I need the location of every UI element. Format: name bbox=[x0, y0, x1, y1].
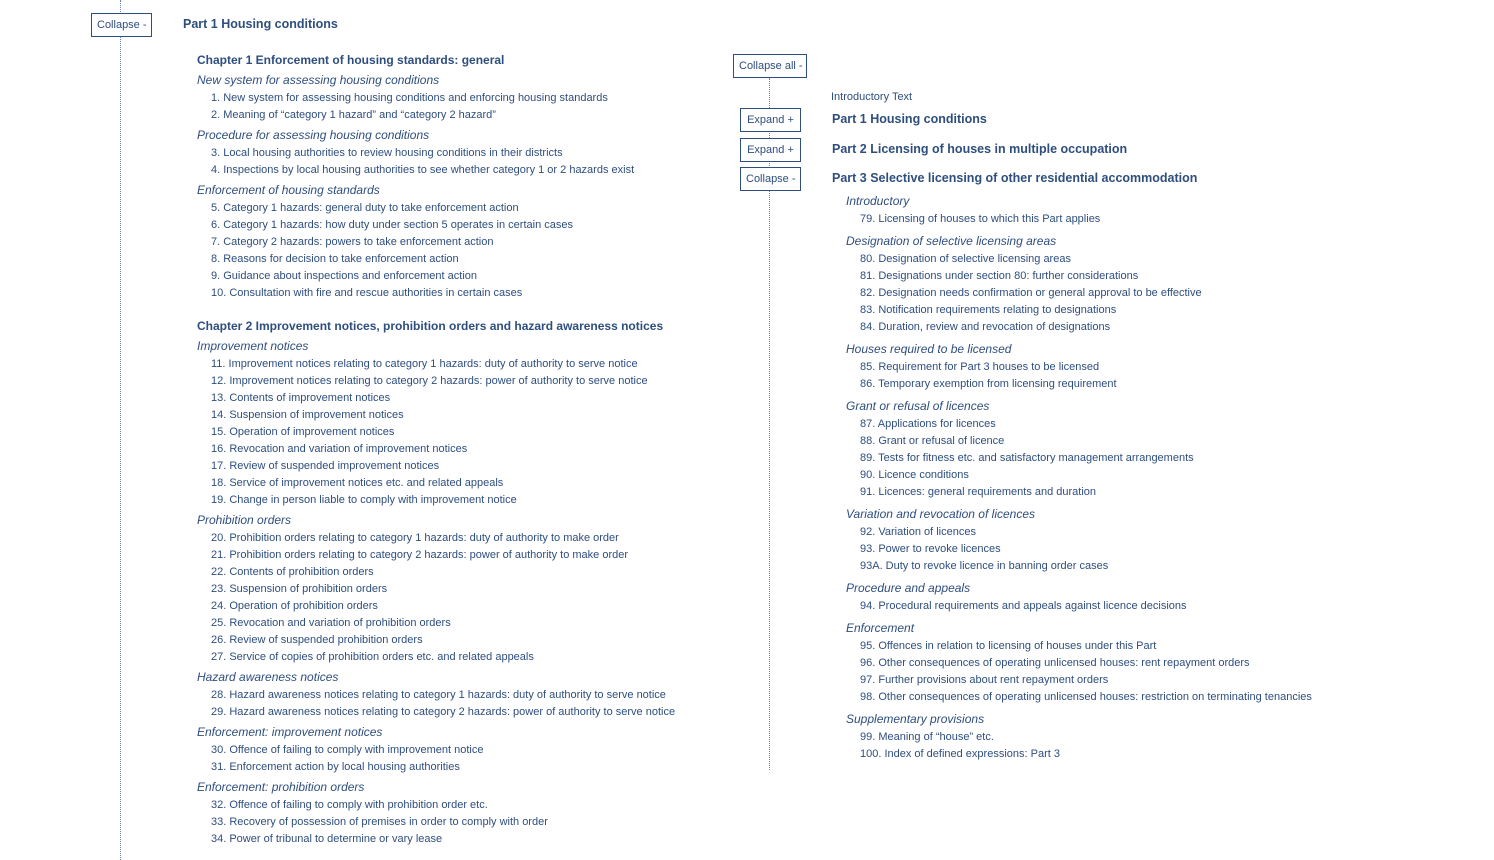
section-link[interactable]: 94. Procedural requirements and appeals against licence decisions bbox=[860, 600, 1187, 612]
section-link[interactable]: 5. Category 1 hazards: general duty to take enforcement action bbox=[211, 202, 519, 214]
section-link[interactable]: 34. Power of tribunal to determine or vary lease bbox=[211, 833, 443, 845]
section-link[interactable]: 6. Category 1 hazards: how duty under section 5 operates in certain cases bbox=[211, 219, 573, 231]
section-link[interactable]: 20. Prohibition orders relating to category 1 hazards: duty of authority to make order bbox=[211, 532, 619, 544]
section-link[interactable]: 28. Hazard awareness notices relating to category 1 hazards: duty of authority to serve notice bbox=[211, 689, 666, 701]
section-link[interactable]: 99. Meaning of “house” etc. bbox=[860, 731, 994, 743]
section-link[interactable]: 13. Contents of improvement notices bbox=[211, 392, 391, 404]
section-group-heading: Hazard awareness notices bbox=[197, 670, 339, 684]
left-toc bbox=[197, 52, 675, 848]
section-link[interactable]: 83. Notification requirements relating to designations bbox=[860, 304, 1117, 316]
left-part-title[interactable]: Part 1 Housing conditions bbox=[183, 17, 338, 31]
section-link[interactable]: 4. Inspections by local housing authorities to see whether category 1 or 2 hazards exist bbox=[211, 164, 635, 176]
section-link[interactable]: 15. Operation of improvement notices bbox=[211, 426, 395, 438]
section-link[interactable]: 27. Service of copies of prohibition orders etc. and related appeals bbox=[211, 651, 534, 663]
section-link[interactable]: 25. Revocation and variation of prohibition orders bbox=[211, 617, 451, 629]
section-link[interactable]: 21. Prohibition orders relating to category 2 hazards: power of authority to make order bbox=[211, 549, 629, 561]
section-group-heading: Variation and revocation of licences bbox=[846, 507, 1035, 521]
section-group-heading: Introductory bbox=[846, 194, 910, 208]
section-link[interactable]: 16. Revocation and variation of improvement notices bbox=[211, 443, 468, 455]
right-part1-title[interactable]: Part 1 Housing conditions bbox=[832, 112, 987, 126]
right-part3-title[interactable]: Part 3 Selective licensing of other residential accommodation bbox=[832, 171, 1198, 185]
section-link[interactable]: 92. Variation of licences bbox=[860, 526, 976, 538]
section-link[interactable]: 79. Licensing of houses to which this Part applies bbox=[860, 213, 1101, 225]
section-group-heading: Enforcement: prohibition orders bbox=[197, 780, 365, 794]
expand-part1-button[interactable]: Expand + bbox=[740, 108, 801, 132]
section-link[interactable]: 17. Review of suspended improvement notices bbox=[211, 460, 440, 472]
section-link[interactable]: 86. Temporary exemption from licensing requirement bbox=[860, 378, 1117, 390]
left-tree-line bbox=[120, 0, 121, 860]
section-link[interactable]: 14. Suspension of improvement notices bbox=[211, 409, 404, 421]
section-link[interactable]: 22. Contents of prohibition orders bbox=[211, 566, 374, 578]
section-link[interactable]: 33. Recovery of possession of premises in order to comply with order bbox=[211, 816, 548, 828]
section-link[interactable]: 88. Grant or refusal of licence bbox=[860, 435, 1005, 447]
section-link[interactable]: 91. Licences: general requirements and duration bbox=[860, 486, 1097, 498]
section-link[interactable]: 11. Improvement notices relating to category 1 hazards: duty of authority to serve notice bbox=[211, 358, 638, 370]
section-link[interactable]: 95. Offences in relation to licensing of houses under this Part bbox=[860, 640, 1157, 652]
section-link[interactable]: 84. Duration, review and revocation of designations bbox=[860, 321, 1111, 333]
section-link[interactable]: 19. Change in person liable to comply with improvement notice bbox=[211, 494, 517, 506]
section-group-heading: Enforcement bbox=[846, 621, 915, 635]
section-link[interactable]: 98. Other consequences of operating unlicensed houses: restriction on terminating tenancies bbox=[860, 691, 1312, 703]
section-link[interactable]: 89. Tests for fitness etc. and satisfactory management arrangements bbox=[860, 452, 1194, 464]
introductory-text-link[interactable]: Introductory Text bbox=[831, 91, 913, 103]
section-link[interactable]: 24. Operation of prohibition orders bbox=[211, 600, 378, 612]
section-link[interactable]: 90. Licence conditions bbox=[860, 469, 969, 481]
section-group-heading: Designation of selective licensing areas bbox=[846, 234, 1057, 248]
section-link[interactable]: 93. Power to revoke licences bbox=[860, 543, 1001, 555]
section-link[interactable]: 18. Service of improvement notices etc. and related appeals bbox=[211, 477, 504, 489]
section-link[interactable]: 31. Enforcement action by local housing authorities bbox=[211, 761, 460, 773]
collapse-all-button[interactable]: Collapse all - bbox=[733, 54, 807, 78]
section-group-heading: Supplementary provisions bbox=[846, 712, 985, 726]
part3-toc bbox=[846, 192, 1312, 763]
section-group-heading: Prohibition orders bbox=[197, 513, 292, 527]
section-link[interactable]: 1. New system for assessing housing conditions and enforcing housing standards bbox=[211, 92, 608, 104]
section-group-heading: Procedure and appeals bbox=[846, 581, 971, 595]
section-link[interactable]: 100. Index of defined expressions: Part 3 bbox=[860, 748, 1060, 760]
section-group-heading: Houses required to be licensed bbox=[846, 342, 1012, 356]
section-link[interactable]: 8. Reasons for decision to take enforcement action bbox=[211, 253, 459, 265]
chapter-title[interactable]: Chapter 1 Enforcement of housing standards: general bbox=[197, 53, 505, 67]
chapter-title[interactable]: Chapter 2 Improvement notices, prohibition orders and hazard awareness notices bbox=[197, 319, 664, 333]
section-link[interactable]: 97. Further provisions about rent repayment orders bbox=[860, 674, 1109, 686]
section-group-heading: Grant or refusal of licences bbox=[846, 399, 990, 413]
section-link[interactable]: 9. Guidance about inspections and enforcement action bbox=[211, 270, 478, 282]
collapse-part3-button[interactable]: Collapse - bbox=[740, 167, 801, 191]
section-link[interactable]: 26. Review of suspended prohibition orders bbox=[211, 634, 423, 646]
expand-part2-button[interactable]: Expand + bbox=[740, 138, 801, 162]
section-group-heading: Improvement notices bbox=[197, 339, 309, 353]
section-link[interactable]: 3. Local housing authorities to review housing conditions in their districts bbox=[211, 147, 563, 159]
section-link[interactable]: 93A. Duty to revoke licence in banning order cases bbox=[860, 560, 1109, 572]
section-group-heading: Enforcement of housing standards bbox=[197, 183, 380, 197]
section-link[interactable]: 30. Offence of failing to comply with improvement notice bbox=[211, 744, 484, 756]
section-link[interactable]: 82. Designation needs confirmation or general approval to be effective bbox=[860, 287, 1202, 299]
section-link[interactable]: 81. Designations under section 80: further considerations bbox=[860, 270, 1139, 282]
right-part2-title[interactable]: Part 2 Licensing of houses in multiple occupation bbox=[832, 142, 1128, 156]
section-link[interactable]: 85. Requirement for Part 3 houses to be licensed bbox=[860, 361, 1100, 373]
section-link[interactable]: 12. Improvement notices relating to category 2 hazards: power of authority to serve notice bbox=[211, 375, 648, 387]
section-group-heading: Procedure for assessing housing conditions bbox=[197, 128, 430, 142]
section-group-heading: Enforcement: improvement notices bbox=[197, 725, 383, 739]
section-group-heading: New system for assessing housing conditions bbox=[197, 73, 440, 87]
section-link[interactable]: 32. Offence of failing to comply with prohibition order etc. bbox=[211, 799, 488, 811]
section-link[interactable]: 23. Suspension of prohibition orders bbox=[211, 583, 388, 595]
section-link[interactable]: 10. Consultation with fire and rescue authorities in certain cases bbox=[211, 287, 523, 299]
collapse-part1-button[interactable]: Collapse - bbox=[91, 13, 152, 37]
section-link[interactable]: 29. Hazard awareness notices relating to category 2 hazards: power of authority to serve notice bbox=[211, 706, 676, 718]
section-link[interactable]: 2. Meaning of “category 1 hazard” and “category 2 hazard” bbox=[211, 109, 496, 121]
section-link[interactable]: 87. Applications for licences bbox=[860, 418, 996, 430]
section-link[interactable]: 7. Category 2 hazards: powers to take enforcement action bbox=[211, 236, 494, 248]
section-link[interactable]: 96. Other consequences of operating unlicensed houses: rent repayment orders bbox=[860, 657, 1250, 669]
section-link[interactable]: 80. Designation of selective licensing areas bbox=[860, 253, 1071, 265]
